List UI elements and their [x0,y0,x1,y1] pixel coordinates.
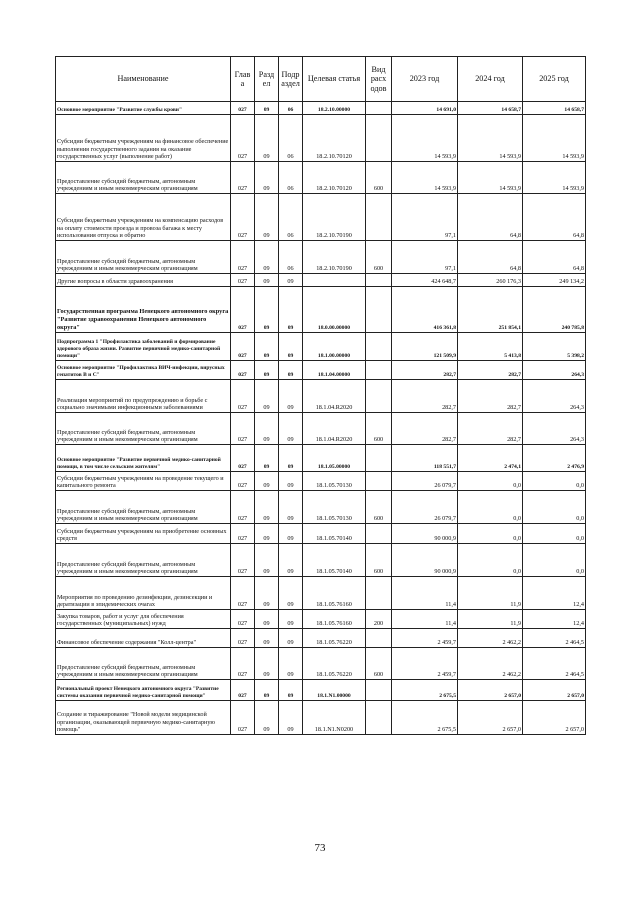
row-podrazdel: 06 [279,241,303,274]
row-podrazdel: 06 [279,194,303,241]
row-name: Предоставление субсидий бюджетным, автономным учреждениям и иным некоммерческим организациям [56,241,231,274]
header-year-2025: 2025 год [523,57,586,102]
row-expense-type: 200 [366,610,392,629]
row-podrazdel: 09 [279,274,303,287]
row-glava: 027 [231,629,255,648]
row-glava: 027 [231,380,255,413]
row-expense-type: 600 [366,162,392,194]
row-podrazdel: 09 [279,491,303,524]
header-razdel: Разд ел [255,57,279,102]
row-podrazdel: 09 [279,610,303,629]
row-amount-2025: 12,4 [523,610,586,629]
row-target-article: 18.1.05.00000 [303,445,366,472]
row-target-article: 18.1.04.00000 [303,361,366,380]
row-target-article: 18.2.10.70120 [303,162,366,194]
row-name: Подпрограмма 1 "Профилактика заболеваний и формирование здорового образа жизни. Развитие первичной медико-санитарной помощи" [56,333,231,361]
row-expense-type: 600 [366,241,392,274]
row-target-article: 18.2.10.70120 [303,115,366,162]
row-amount-2024: 251 854,1 [458,287,523,333]
header-name: Наименование [56,57,231,102]
row-amount-2024: 2 657,0 [458,701,523,735]
row-target-article: 18.1.05.76160 [303,577,366,610]
row-expense-type [366,102,392,115]
row-razdel: 09 [255,241,279,274]
row-name: Предоставление субсидий бюджетным, автономным учреждениям и иным некоммерческим организациям [56,544,231,577]
row-podrazdel: 09 [279,577,303,610]
row-podrazdel: 06 [279,102,303,115]
table-row [56,194,586,241]
row-amount-2025: 2 657,0 [523,680,586,701]
row-amount-2025: 0,0 [523,524,586,544]
table-row [56,333,586,361]
header-podrazdel: Подр аздел [279,57,303,102]
row-glava: 027 [231,333,255,361]
row-amount-2023: 11,4 [392,610,458,629]
row-amount-2024: 2 657,0 [458,680,523,701]
row-podrazdel: 09 [279,287,303,333]
row-expense-type: 600 [366,648,392,680]
row-target-article: 18.0.00.00000 [303,287,366,333]
row-amount-2024: 0,0 [458,491,523,524]
row-amount-2024: 5 413,8 [458,333,523,361]
row-podrazdel: 09 [279,380,303,413]
row-glava: 027 [231,287,255,333]
row-podrazdel: 09 [279,680,303,701]
row-amount-2025: 240 785,8 [523,287,586,333]
row-amount-2024: 282,7 [458,380,523,413]
header-year-2023: 2023 год [392,57,458,102]
row-amount-2023: 2 459,7 [392,629,458,648]
row-amount-2023: 26 079,7 [392,491,458,524]
row-expense-type [366,472,392,491]
table-row [56,162,586,194]
row-amount-2024: 14 593,9 [458,115,523,162]
row-target-article: 18.2.10.00000 [303,102,366,115]
row-name: Государственная программа Ненецкого автономного округа "Развитие здравоохранения Ненецкого автономного округа" [56,287,231,333]
row-expense-type [366,629,392,648]
row-amount-2025: 2 657,0 [523,701,586,735]
page-number: 73 [314,842,326,854]
row-razdel: 09 [255,274,279,287]
row-expense-type [366,115,392,162]
row-amount-2023: 14 593,9 [392,115,458,162]
row-podrazdel: 09 [279,472,303,491]
row-razdel: 09 [255,380,279,413]
row-amount-2024: 0,0 [458,524,523,544]
row-amount-2023: 14 691,0 [392,102,458,115]
table-header-row [56,57,586,102]
row-expense-type [366,680,392,701]
row-amount-2025: 264,3 [523,361,586,380]
row-expense-type [366,380,392,413]
row-amount-2024: 282,7 [458,413,523,445]
table-row [56,544,586,577]
table-row [56,472,586,491]
row-glava: 027 [231,413,255,445]
row-amount-2025: 2 476,9 [523,445,586,472]
row-podrazdel: 09 [279,333,303,361]
row-glava: 027 [231,274,255,287]
row-podrazdel: 09 [279,445,303,472]
row-podrazdel: 06 [279,162,303,194]
row-amount-2023: 121 509,9 [392,333,458,361]
table-row [56,629,586,648]
row-target-article: 18.1.04.R2020 [303,413,366,445]
row-amount-2024: 64,8 [458,194,523,241]
row-amount-2025: 64,8 [523,241,586,274]
row-amount-2024: 0,0 [458,472,523,491]
row-razdel: 09 [255,445,279,472]
row-target-article: 18.1.05.76220 [303,648,366,680]
row-expense-type [366,333,392,361]
row-expense-type: 600 [366,413,392,445]
row-amount-2024: 14 593,9 [458,162,523,194]
row-amount-2025: 14 593,9 [523,162,586,194]
header-expense-type: Вид расх одов [366,57,392,102]
row-amount-2023: 2 675,5 [392,701,458,735]
row-razdel: 09 [255,491,279,524]
row-name: Финансовое обеспечение содержания "Колл-центра" [56,629,231,648]
row-razdel: 09 [255,361,279,380]
row-name: Предоставление субсидий бюджетным, автономным учреждениям и иным некоммерческим организациям [56,162,231,194]
row-amount-2024: 260 176,3 [458,274,523,287]
row-name: Предоставление субсидий бюджетным, автономным учреждениям и иным некоммерческим организациям [56,491,231,524]
row-expense-type [366,577,392,610]
row-target-article [303,274,366,287]
table-row [56,115,586,162]
row-razdel: 09 [255,162,279,194]
row-amount-2025: 14 593,9 [523,115,586,162]
row-podrazdel: 09 [279,413,303,445]
row-razdel: 09 [255,413,279,445]
row-razdel: 09 [255,287,279,333]
row-podrazdel: 09 [279,701,303,735]
row-glava: 027 [231,491,255,524]
row-name: Предоставление субсидий бюджетным, автономным учреждениям и иным некоммерческим организациям [56,413,231,445]
table-row [56,361,586,380]
row-expense-type [366,274,392,287]
row-name: Основное мероприятие "Развитие первичной медико-санитарной помощи, в том числе сельским жителям" [56,445,231,472]
row-target-article: 18.1.N1.N0200 [303,701,366,735]
row-glava: 027 [231,680,255,701]
row-amount-2025: 12,4 [523,577,586,610]
row-name: Субсидии бюджетным учреждениям на финансовое обеспечение выполнения государственного задания на оказание государственных услуг (выполнение работ) [56,115,231,162]
row-expense-type: 600 [366,491,392,524]
row-razdel: 09 [255,194,279,241]
row-amount-2023: 282,7 [392,380,458,413]
row-razdel: 09 [255,102,279,115]
row-target-article: 18.1.05.70130 [303,491,366,524]
row-glava: 027 [231,361,255,380]
row-glava: 027 [231,445,255,472]
row-podrazdel: 06 [279,115,303,162]
row-podrazdel: 09 [279,524,303,544]
table-row [56,380,586,413]
table-row [56,648,586,680]
row-target-article: 18.1.04.R2020 [303,380,366,413]
row-name: Субсидии бюджетным учреждениям на компенсацию расходов на оплату стоимости проезда и провоза багажа к месту использования отпуска и обратно [56,194,231,241]
row-glava: 027 [231,102,255,115]
row-razdel: 09 [255,544,279,577]
row-amount-2024: 2 462,2 [458,648,523,680]
row-amount-2023: 97,1 [392,194,458,241]
header-year-2024: 2024 год [458,57,523,102]
table-row [56,413,586,445]
row-name: Создание и тиражирование "Новой модели медицинской организации, оказывающей первичную медико-санитарную помощь" [56,701,231,735]
row-target-article: 18.1.00.00000 [303,333,366,361]
table-body [56,102,586,735]
table-row [56,577,586,610]
row-expense-type [366,445,392,472]
row-glava: 027 [231,544,255,577]
row-glava: 027 [231,241,255,274]
row-amount-2024: 2 462,2 [458,629,523,648]
row-amount-2023: 118 551,7 [392,445,458,472]
row-amount-2025: 2 464,5 [523,629,586,648]
row-expense-type [366,361,392,380]
header-target-article: Целевая статья [303,57,366,102]
row-target-article: 18.2.10.70190 [303,194,366,241]
row-glava: 027 [231,115,255,162]
row-amount-2023: 2 459,7 [392,648,458,680]
table-row [56,610,586,629]
row-razdel: 09 [255,610,279,629]
row-target-article: 18.1.05.70130 [303,472,366,491]
row-amount-2023: 97,1 [392,241,458,274]
header-glava: Глав а [231,57,255,102]
row-target-article: 18.1.N1.00000 [303,680,366,701]
row-amount-2023: 2 675,5 [392,680,458,701]
row-amount-2025: 2 464,5 [523,648,586,680]
row-amount-2024: 11,9 [458,610,523,629]
table-row [56,701,586,735]
row-name: Предоставление субсидий бюджетным, автономным учреждениям и иным некоммерческим организациям [56,648,231,680]
row-expense-type: 600 [366,544,392,577]
row-name: Субсидии бюджетным учреждениям на проведение текущего и капитального ремонта [56,472,231,491]
table-row [56,445,586,472]
row-name: Основное мероприятие "Развитие службы крови" [56,102,231,115]
row-amount-2024: 0,0 [458,544,523,577]
row-razdel: 09 [255,701,279,735]
row-amount-2025: 0,0 [523,472,586,491]
row-razdel: 09 [255,524,279,544]
table-row [56,287,586,333]
row-razdel: 09 [255,577,279,610]
row-glava: 027 [231,701,255,735]
row-razdel: 09 [255,115,279,162]
row-amount-2024: 2 474,1 [458,445,523,472]
row-glava: 027 [231,577,255,610]
row-name: Закупка товаров, работ и услуг для обеспечения государственных (муниципальных) нужд [56,610,231,629]
row-amount-2023: 26 079,7 [392,472,458,491]
row-amount-2025: 264,3 [523,413,586,445]
row-amount-2023: 90 000,9 [392,544,458,577]
row-podrazdel: 09 [279,544,303,577]
row-amount-2023: 416 361,8 [392,287,458,333]
row-amount-2025: 64,8 [523,194,586,241]
table-row [56,274,586,287]
row-amount-2025: 0,0 [523,544,586,577]
table-row [56,524,586,544]
row-amount-2024: 14 658,7 [458,102,523,115]
row-glava: 027 [231,472,255,491]
row-amount-2023: 90 000,9 [392,524,458,544]
row-amount-2025: 264,3 [523,380,586,413]
row-razdel: 09 [255,648,279,680]
table-row [56,680,586,701]
row-name: Другие вопросы в области здравоохранения [56,274,231,287]
table-row [56,241,586,274]
row-amount-2025: 5 398,2 [523,333,586,361]
row-podrazdel: 09 [279,361,303,380]
row-glava: 027 [231,162,255,194]
row-expense-type [366,287,392,333]
row-target-article: 18.1.05.70140 [303,524,366,544]
row-target-article: 18.1.05.70140 [303,544,366,577]
row-amount-2024: 11,9 [458,577,523,610]
row-name: Основное мероприятие "Профилактика ВИЧ-инфекции, вирусных гепатитов В и С" [56,361,231,380]
row-expense-type [366,194,392,241]
row-razdel: 09 [255,333,279,361]
row-name: Субсидии бюджетным учреждениям на приобретение основных средств [56,524,231,544]
table-row [56,491,586,524]
row-amount-2024: 64,8 [458,241,523,274]
row-glava: 027 [231,610,255,629]
row-amount-2023: 282,7 [392,413,458,445]
row-target-article: 18.1.05.76220 [303,629,366,648]
row-name: Мероприятия по проведению дезинфекции, дезинсекции и дератизации в эпидемических очагах [56,577,231,610]
row-amount-2025: 249 134,2 [523,274,586,287]
row-glava: 027 [231,524,255,544]
row-target-article: 18.1.05.76160 [303,610,366,629]
row-razdel: 09 [255,680,279,701]
row-amount-2023: 424 648,7 [392,274,458,287]
row-amount-2023: 11,4 [392,577,458,610]
row-podrazdel: 09 [279,648,303,680]
row-target-article: 18.2.10.70190 [303,241,366,274]
table-row [56,102,586,115]
row-glava: 027 [231,648,255,680]
row-razdel: 09 [255,629,279,648]
row-amount-2023: 282,7 [392,361,458,380]
row-glava: 027 [231,194,255,241]
row-amount-2023: 14 593,9 [392,162,458,194]
row-amount-2025: 0,0 [523,491,586,524]
row-expense-type [366,701,392,735]
row-razdel: 09 [255,472,279,491]
row-name: Региональный проект Ненецкого автономного округа "Развитие системы оказания первичной медико-санитарной помощи" [56,680,231,701]
budget-table [55,56,586,735]
row-podrazdel: 09 [279,629,303,648]
row-expense-type [366,524,392,544]
row-name: Реализация мероприятий по предупреждению и борьбе с социально значимыми инфекционными заболеваниями [56,380,231,413]
row-amount-2025: 14 658,7 [523,102,586,115]
row-amount-2024: 282,7 [458,361,523,380]
